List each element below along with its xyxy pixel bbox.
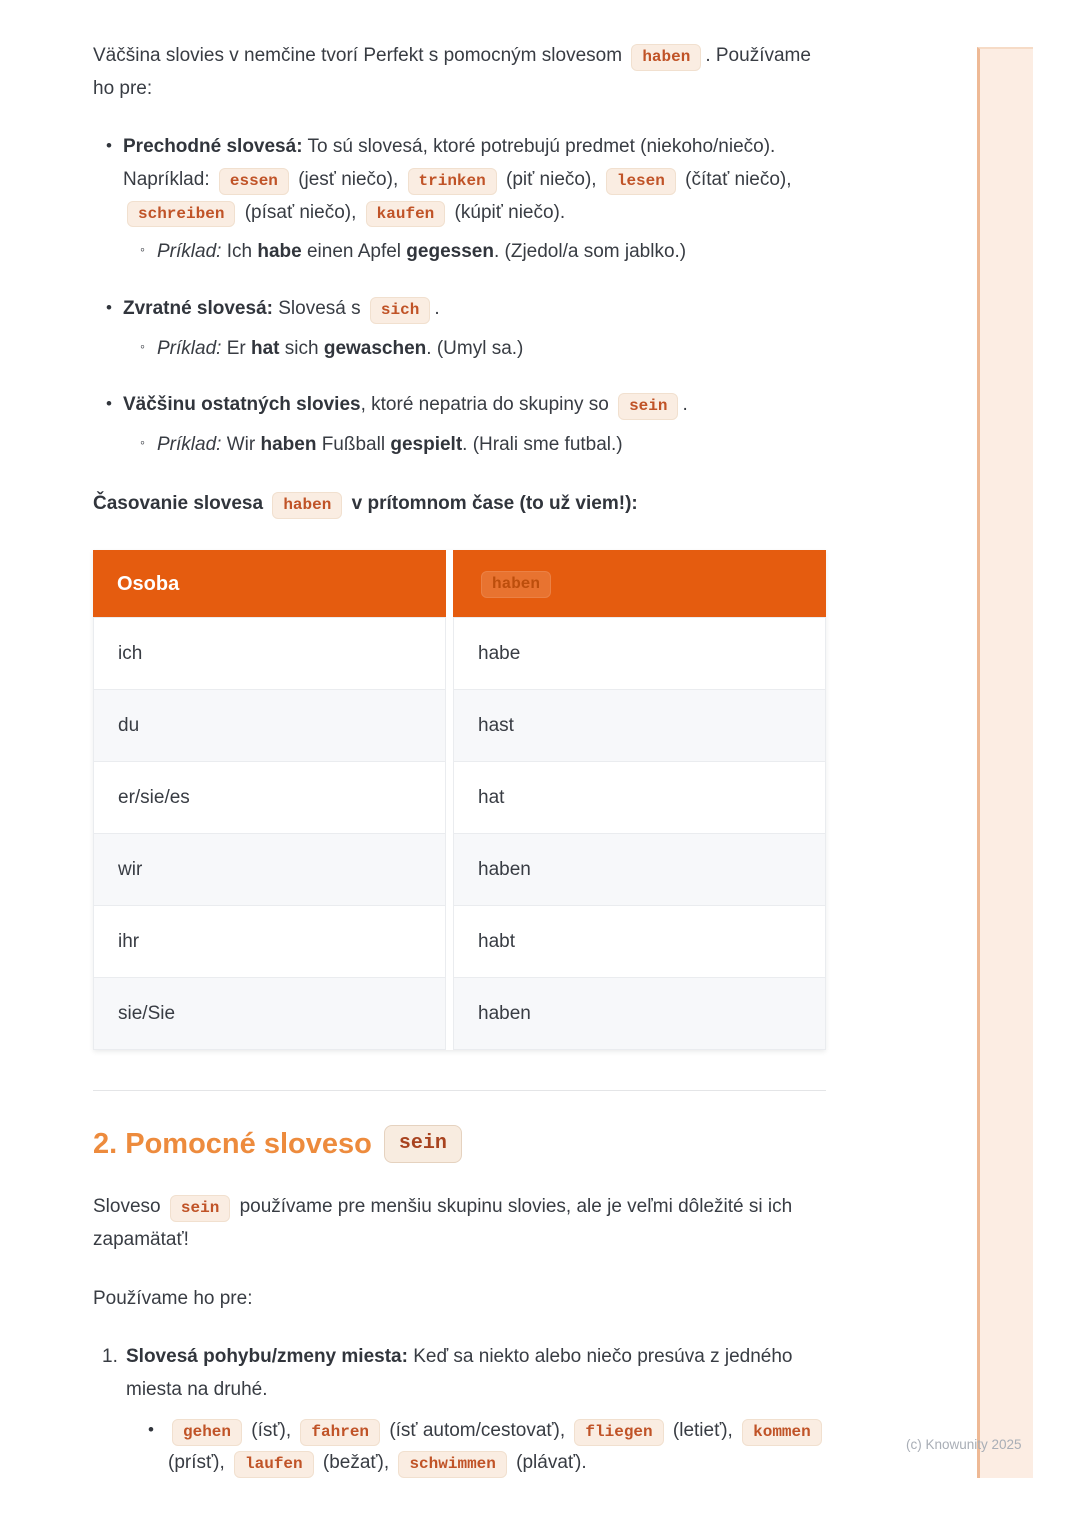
- table-cell-person: er/sie/es: [93, 761, 446, 834]
- code-chip-haben-header: haben: [481, 571, 551, 598]
- code-chip-haben: haben: [631, 44, 701, 71]
- section-2-intro-post: používame pre menšiu skupinu slovies, ale je veľmi dôležité si ich zapamätať!: [93, 1196, 793, 1251]
- table-cell-form: haben: [453, 833, 826, 906]
- code-chip-lesen: lesen: [606, 168, 676, 195]
- table-row: [93, 977, 826, 1050]
- reflexive-verbs-title: Zvratné slovesá:: [123, 298, 273, 320]
- table-row: [93, 833, 826, 906]
- code-chip-haben: haben: [272, 492, 342, 519]
- transitive-verbs-text: To sú slovesá, ktoré potrebujú predmet (niekoho/niečo). Napríklad:: [123, 136, 776, 191]
- code-chip-schwimmen: schwimmen: [398, 1451, 506, 1478]
- table-cell-form: hast: [453, 689, 826, 762]
- example-bold: gespielt: [390, 434, 463, 456]
- table-header-row: [93, 550, 826, 618]
- table-cell-person: sie/Sie: [93, 977, 446, 1050]
- table-header-person: [93, 550, 446, 618]
- table-cell-form: haben: [453, 977, 826, 1050]
- reflexive-verbs-period: .: [434, 298, 440, 320]
- copyright-text: (c) Knowunity 2025: [906, 1437, 1022, 1452]
- intro-text-1: Väčšina slovies v nemčine tvorí Perfekt s pomocným slovesom: [93, 45, 623, 66]
- transitive-verbs-title: Prechodné slovesá:: [123, 136, 303, 158]
- section-2-intro-pre: Sloveso: [93, 1196, 161, 1218]
- table-row: [93, 905, 826, 978]
- table-row: [93, 689, 826, 762]
- motion-verbs-title: Slovesá pohybu/zmeny miesta:: [126, 1346, 408, 1368]
- section-divider: [93, 1090, 826, 1091]
- example-text: Wir: [226, 434, 256, 456]
- list-item-other-verbs: [106, 389, 826, 461]
- kommen-translation: (prísť),: [168, 1452, 225, 1474]
- code-chip-trinken: trinken: [408, 168, 497, 195]
- trinken-translation: (piť niečo),: [506, 169, 597, 191]
- example-text: . (Hrali sme futbal.): [462, 434, 623, 456]
- code-chip-kaufen: kaufen: [366, 201, 446, 228]
- example-label: Príklad:: [157, 241, 222, 263]
- example-text: Ich: [226, 241, 253, 263]
- motion-verbs-sublist: [146, 1415, 826, 1480]
- code-chip-sein: sein: [170, 1195, 230, 1222]
- example-bold: haben: [260, 434, 317, 456]
- example-text: . (Zjedol/a som jablko.): [493, 241, 687, 263]
- kaufen-translation: (kúpiť niečo).: [454, 201, 566, 223]
- code-chip-fliegen: fliegen: [574, 1419, 663, 1446]
- example-text: Fußball: [321, 434, 386, 456]
- document-content: [93, 40, 826, 1506]
- conjugation-table: [93, 550, 826, 1050]
- code-chip-sein: sein: [618, 393, 678, 420]
- section-2-heading: [93, 1125, 826, 1163]
- conjugation-intro-line: [93, 488, 826, 521]
- code-chip-sein-heading: sein: [384, 1125, 462, 1163]
- table-cell-person: ihr: [93, 905, 446, 978]
- example-bold: habe: [257, 241, 302, 263]
- code-chip-laufen: laufen: [234, 1451, 314, 1478]
- intro-paragraph: [93, 40, 826, 105]
- code-chip-gehen: gehen: [172, 1419, 242, 1446]
- example-text: . (Umyl sa.): [426, 337, 524, 359]
- laufen-translation: (bežať),: [322, 1452, 390, 1474]
- table-cell-form: hat: [453, 761, 826, 834]
- motion-verbs-text: Keď sa niekto alebo niečo presúva z jedného miesta na druhé.: [126, 1346, 793, 1401]
- example-bold: hat: [250, 337, 280, 359]
- other-verbs-title: Väčšinu ostatných slovies: [123, 394, 361, 416]
- table-header-verb: [453, 550, 826, 618]
- essen-translation: (jesť niečo),: [298, 169, 399, 191]
- code-chip-schreiben: schreiben: [127, 201, 235, 228]
- example-text: Er: [226, 337, 246, 359]
- haben-usage-list: [93, 131, 826, 461]
- example-bold: gewaschen: [323, 337, 427, 359]
- example-label: Príklad:: [157, 337, 222, 359]
- table-cell-person: du: [93, 689, 446, 762]
- gehen-translation: (ísť),: [251, 1419, 292, 1441]
- example-line: [140, 236, 826, 269]
- table-cell-form: habt: [453, 905, 826, 978]
- sein-usage-list: [93, 1341, 826, 1480]
- list-item-reflexive-verbs: [106, 293, 826, 365]
- schreiben-translation: (písať niečo),: [244, 201, 357, 223]
- schwimmen-translation: (plávať).: [516, 1452, 587, 1474]
- fliegen-translation: (letieť),: [672, 1419, 733, 1441]
- section-2-intro-paragraph: [93, 1191, 826, 1256]
- example-line: [140, 429, 826, 462]
- table-cell-person: ich: [93, 617, 446, 690]
- example-line: [140, 333, 826, 366]
- motion-verbs-chip-line: [163, 1415, 826, 1480]
- usage-lead-in: Používame ho pre:: [93, 1287, 253, 1309]
- table-header-person-label: Osoba: [117, 573, 180, 596]
- reflexive-verbs-text: Slovesá s: [278, 298, 361, 320]
- table-cell-form: habe: [453, 617, 826, 690]
- code-chip-sich: sich: [370, 297, 430, 324]
- list-item-motion-verbs: [102, 1341, 826, 1480]
- code-chip-essen: essen: [219, 168, 289, 195]
- example-text: sich: [284, 337, 319, 359]
- lesen-translation: (čítať niečo),: [685, 169, 792, 191]
- example-label: Príklad:: [157, 434, 222, 456]
- list-item-transitive-verbs: [106, 131, 826, 269]
- table-cell-person: wir: [93, 833, 446, 906]
- conjugation-intro-pre: Časovanie slovesa: [93, 492, 264, 514]
- code-chip-kommen: kommen: [742, 1419, 822, 1446]
- code-chip-fahren: fahren: [300, 1419, 380, 1446]
- intro-text-2: . Používame ho pre:: [93, 45, 811, 99]
- fahren-translation: (ísť autom/cestovať),: [389, 1419, 566, 1441]
- example-text: einen Apfel: [306, 241, 402, 263]
- example-bold: gegessen: [406, 241, 494, 263]
- table-row: [93, 617, 826, 690]
- section-2-heading-text: 2. Pomocné sloveso: [93, 1127, 372, 1160]
- other-verbs-text: , ktoré nepatria do skupiny so: [360, 394, 609, 416]
- page-edge-stripe: [977, 47, 1033, 1478]
- table-row: [93, 761, 826, 834]
- other-verbs-period: .: [682, 394, 688, 416]
- conjugation-intro-post: v prítomnom čase (to už viem!):: [351, 492, 638, 514]
- list-number: 1.: [102, 1346, 118, 1368]
